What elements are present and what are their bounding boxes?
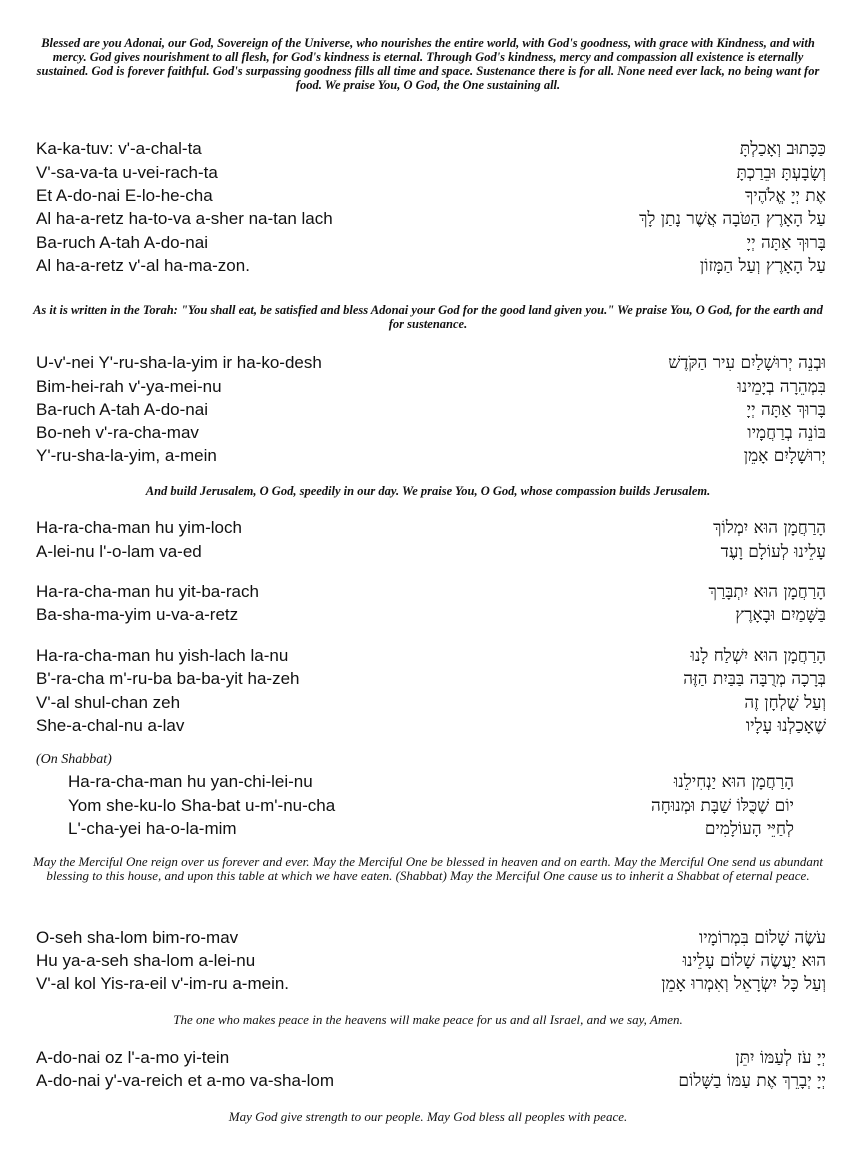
transliteration: B'-ra-cha m'-ru-ba ba-ba-yit ha-zeh [36,669,300,688]
hebrew-text: הָרַחֲמָן הוּא יִמְלוֹךְ [713,518,826,538]
prayer-line [36,376,826,400]
translation-paragraph-5: The one who makes peace in the heavens will make peace for us and all Israel, and we say, Amen. [173,1012,683,1027]
prayer-line [36,517,826,541]
transliteration: V'-sa-va-ta u-vei-rach-ta [36,163,218,182]
transliteration: U-v'-nei Y'-ru-sha-la-yim ir ha-ko-desh [36,353,322,372]
prayer-line [36,818,826,842]
prayer-line [36,541,826,565]
transliteration: V'-al kol Yis-ra-eil v'-im-ru a-mein. [36,974,290,993]
transliteration: Ha-ra-cha-man hu yan-chi-lei-nu [68,772,313,791]
transliteration: Yom she-ku-lo Sha-bat u-m'-nu-cha [68,796,336,815]
translation-paragraph-1: Blessed are you Adonai, our God, Sovereign of the Universe, who nourishes the entire world, with God's goodness, with grace with Kindness, and with mercy. God gives nourishment to all flesh, for God's kindness is eternal. Through God's kindness, mercy and compassion all existence is eternally sustained. God is forever faithful. God's surpassing goodness fills all time and space. Sustenance there is for all. None need ever lack, no being want for food. We praise You, O God, the One sustaining all. [36,36,820,92]
hebrew-text: שֶׁאָכַלְנוּ עָלָיו [745,716,826,736]
transliteration: V'-al shul-chan zeh [36,693,181,712]
transliteration: Ha-ra-cha-man hu yim-loch [36,518,242,537]
hebrew-text: בָּרוּךְ אַתָּה יְיָ [746,400,826,420]
hebrew-text: בָּרוּךְ אַתָּה יְיָ [746,233,826,253]
prayer-line [36,795,826,819]
prayer-line [36,138,826,162]
prayer-line [36,927,826,951]
transliteration: Bo-neh v'-ra-cha-mav [36,423,199,442]
hebrew-text: עָלֵינוּ לְעוֹלָם וָעֶד [720,542,826,562]
prayer-line [36,973,826,997]
prayer-line [36,185,826,209]
hebrew-text: יוֹם שֶׁכֻּלּוֹ שַׁבָּת וּמְנוּחָה [650,796,794,816]
transliteration: Ba-ruch A-tah A-do-nai [36,233,208,252]
prayer-line [36,208,826,232]
hebrew-text: לְחַיֵּי הָעוֹלָמִים [704,819,794,839]
hebrew-text: אֶת יְיָ אֱלֹהֶיךָ [744,186,826,206]
hebrew-text: וּבְנֵה יְרוּשָׁלַיִם עִיר הַקֹּדֶשׁ [668,353,826,373]
translation-paragraph-2: As it is written in the Torah: "You shall eat, be satisfied and bless Adonai your God for the good land given you." We praise You, O God, for the earth and for sustenance. [33,303,823,331]
transliteration: L'-cha-yei ha-o-la-mim [68,819,237,838]
hebrew-text: יְיָ עֹז לְעַמּוֹ יִתֵּן [735,1048,826,1068]
translation-paragraph-6: May God give strength to our people. May God bless all peoples with peace. [228,1109,628,1124]
prayer-line [36,422,826,446]
prayer-line [36,950,826,974]
prayer-line [36,1047,826,1071]
prayer-line [36,1070,826,1094]
transliteration: She-a-chal-nu a-lav [36,716,185,735]
prayer-line [36,232,826,256]
prayer-line [36,581,826,605]
hebrew-text: עַל הָאָרֶץ הַטֹּבָה אֲשֶׁר נָתַן לָךְ [639,209,826,229]
hebrew-text: בִּמְהֵרָה בְיָמֵינוּ [737,377,826,397]
hebrew-text: עַל הָאָרֶץ וְעַל הַמָּזוֹן [699,256,826,276]
hebrew-text: וְעַל כָּל יִשְׂרָאֵל וְאִמְרוּ אָמֵן [661,974,826,994]
transliteration: Y'-ru-sha-la-yim, a-mein [36,446,217,465]
translation-paragraph-3: And build Jerusalem, O God, speedily in our day. We praise You, O God, whose compassion builds Jerusalem. [145,484,711,498]
transliteration: A-do-nai y'-va-reich et a-mo va-sha-lom [36,1071,335,1090]
hebrew-text: עֹשֶׂה שָׁלוֹם בִּמְרוֹמָיו [698,928,826,948]
prayer-line [36,445,826,469]
prayer-line [36,715,826,739]
translation-paragraph-4: May the Merciful One reign over us forever and ever. May the Merciful One be blessed in heaven and on earth. May the Merciful One send us abundant blessing to this house, and upon this table at which we have eaten. (Shabbat) May the Merciful One cause us to inherit a Shabbat of eternal peace. [32,854,824,883]
hebrew-text: הָרַחֲמָן הוּא יִתְבָּרַךְ [708,582,826,602]
prayer-line [36,645,826,669]
prayer-line [36,255,826,279]
hebrew-text: הָרַחֲמָן הוּא יִשְׁלַח לָנוּ [690,646,826,666]
prayer-line [36,352,826,376]
hebrew-text: בַּשָּׁמַיִם וּבָאָרֶץ [735,605,826,625]
transliteration: Et A-do-nai E-lo-he-cha [36,186,213,205]
transliteration: Al ha-a-retz v'-al ha-ma-zon. [36,256,250,275]
hebrew-text: הָרַחֲמָן הוּא יַנְחִילֵנוּ [673,772,794,792]
hebrew-text: הוּא יַעֲשֶׂה שָׁלוֹם עָלֵינוּ [682,951,826,971]
prayer-line [36,668,826,692]
hebrew-text: בּוֹנֵה בְרַחֲמָיו [747,423,826,443]
prayer-line [36,771,826,795]
transliteration: Bim-hei-rah v'-ya-mei-nu [36,377,222,396]
transliteration: A-lei-nu l'-o-lam va-ed [36,542,202,561]
hebrew-text: וְשָׂבָעְתָּ וּבֵרַכְתָּ [736,163,826,183]
hebrew-text: וְעַל שֻׁלְחָן זֶה [744,693,826,713]
transliteration: O-seh sha-lom bim-ro-mav [36,928,239,947]
transliteration: Ba-sha-ma-yim u-va-a-retz [36,605,239,624]
hebrew-text: יְרוּשָׁלָיִם אָמֵן [743,446,826,466]
shabbat-label: (On Shabbat) [36,752,112,767]
hebrew-text: כַּכָּתוּב וְאָכַלְתָּ [739,139,826,159]
transliteration: A-do-nai oz l'-a-mo yi-tein [36,1048,230,1067]
transliteration: Ha-ra-cha-man hu yish-lach la-nu [36,646,289,665]
prayer-line [36,162,826,186]
transliteration: Ka-ka-tuv: v'-a-chal-ta [36,139,202,158]
prayer-line [36,399,826,423]
transliteration: Al ha-a-retz ha-to-va a-sher na-tan lach [36,209,333,228]
transliteration: Ha-ra-cha-man hu yit-ba-rach [36,582,259,601]
transliteration: Ba-ruch A-tah A-do-nai [36,400,208,419]
hebrew-text: יְיָ יְבָרֵךְ אֶת עַמּוֹ בַשָּׁלוֹם [678,1071,826,1091]
transliteration: Hu ya-a-seh sha-lom a-lei-nu [36,951,256,970]
prayer-line [36,692,826,716]
prayer-line [36,604,826,628]
hebrew-text: בְּרָכָה מְרֻבָּה בַּבַּיִת הַזֶּה [683,669,826,689]
